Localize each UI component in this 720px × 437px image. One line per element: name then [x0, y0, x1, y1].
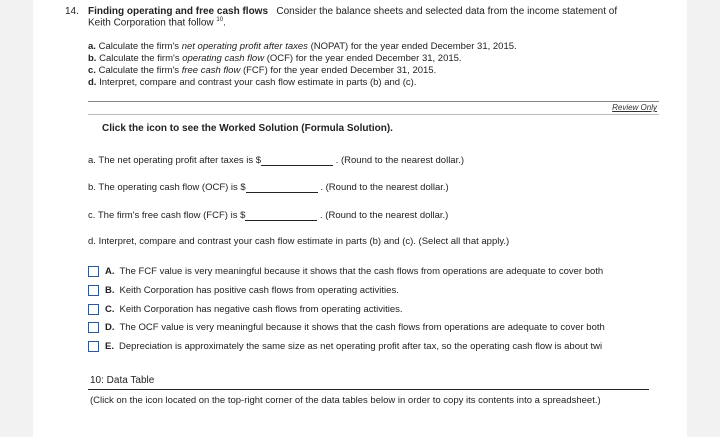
rounding-hint: . (Round to the nearest dollar.)	[320, 182, 449, 193]
option-letter: C.	[105, 304, 115, 315]
data-table-note: (Click on the icon located on the top-right corner of the data tables below in order to copy its contents into a spreadsheet.)	[90, 395, 601, 406]
option-text: Depreciation is approximately the same size as net operating profit after tax, so the operating cash flow is about twi	[118, 341, 603, 352]
task-label: b.	[88, 53, 97, 64]
divider	[88, 114, 659, 115]
option-c[interactable]	[88, 304, 403, 315]
task-text: Calculate the firm's	[98, 41, 180, 52]
answer-prompt: The net operating profit after taxes is $	[98, 155, 262, 166]
question-page	[33, 0, 687, 437]
answer-prompt: The firm's free cash flow (FCF) is $	[97, 210, 246, 221]
ocf-input[interactable]	[246, 182, 318, 193]
option-e-checkbox[interactable]	[88, 341, 99, 352]
part-d-prompt-row	[88, 236, 509, 247]
option-d[interactable]	[88, 322, 605, 333]
task-text: Interpret, compare and contrast your cash flow estimate in parts (b) and (c).	[99, 77, 417, 88]
data-table-reference[interactable]: 10	[216, 17, 224, 23]
option-letter: A.	[105, 266, 115, 277]
task-text: (OCF) for the year ended December 31, 2015.	[266, 53, 462, 64]
data-table-title: 10: Data Table	[90, 375, 155, 386]
task-term: net operating profit after taxes	[181, 41, 308, 52]
task-term: free cash flow	[181, 65, 241, 76]
task-part-c	[88, 65, 436, 76]
option-letter: E.	[105, 341, 114, 352]
question-title: Finding operating and free cash flows	[88, 6, 269, 17]
option-a[interactable]	[88, 266, 603, 277]
option-text: The FCF value is very meaningful because it shows that the cash flows from operations are adequate to cover both	[119, 266, 604, 277]
answer-row-a	[88, 155, 464, 166]
answer-row-b	[88, 182, 449, 193]
task-part-d	[88, 77, 416, 88]
question-heading	[88, 6, 617, 17]
nopat-input[interactable]	[261, 155, 333, 166]
answer-label: d.	[88, 236, 96, 247]
answer-label: a.	[88, 155, 96, 166]
option-text: Keith Corporation has positive cash flows from operating activities.	[119, 285, 399, 296]
question-intro-line2-row	[88, 17, 226, 28]
option-c-checkbox[interactable]	[88, 304, 99, 315]
task-label: a.	[88, 41, 96, 52]
option-text: The OCF value is very meaningful because it shows that the cash flows from operations are adequate to cover both	[119, 322, 605, 333]
rounding-hint: . (Round to the nearest dollar.)	[320, 210, 449, 221]
task-text: Calculate the firm's	[99, 53, 180, 64]
option-b-checkbox[interactable]	[88, 285, 99, 296]
ref-suffix: .	[223, 17, 226, 29]
option-text: Keith Corporation has negative cash flows from operating activities.	[119, 304, 403, 315]
review-only-link[interactable]: Review Only	[612, 103, 657, 112]
task-text: Calculate the firm's	[98, 65, 180, 76]
divider	[88, 101, 659, 102]
option-a-checkbox[interactable]	[88, 266, 99, 277]
task-part-a	[88, 41, 517, 52]
task-label: d.	[88, 77, 97, 88]
option-letter: D.	[105, 322, 115, 333]
task-text: (NOPAT) for the year ended December 31, 2015.	[310, 41, 517, 52]
fcf-input[interactable]	[245, 210, 317, 221]
question-number: 14.	[65, 6, 79, 17]
option-d-checkbox[interactable]	[88, 322, 99, 333]
question-intro-line1: Consider the balance sheets and selected data from the income statement of	[276, 6, 618, 17]
task-part-b	[88, 53, 462, 64]
option-b[interactable]	[88, 285, 399, 296]
question-intro-line2: Keith Corporation that follow	[88, 17, 214, 29]
answer-label: c.	[88, 210, 96, 221]
worked-solution-link[interactable]: Click the icon to see the Worked Solution (Formula Solution).	[102, 123, 393, 134]
part-d-prompt: Interpret, compare and contrast your cash flow estimate in parts (b) and (c). (Select all that apply.)	[98, 236, 510, 247]
rounding-hint: . (Round to the nearest dollar.)	[335, 155, 465, 166]
answer-row-c	[88, 210, 448, 221]
task-text: (FCF) for the year ended December 31, 2015.	[242, 65, 437, 76]
answer-label: b.	[88, 182, 96, 193]
task-label: c.	[88, 65, 96, 76]
divider	[88, 389, 649, 390]
task-term: operating cash flow	[182, 53, 265, 64]
option-letter: B.	[105, 285, 115, 296]
answer-prompt: The operating cash flow (OCF) is $	[98, 182, 246, 193]
option-e[interactable]	[88, 341, 602, 352]
